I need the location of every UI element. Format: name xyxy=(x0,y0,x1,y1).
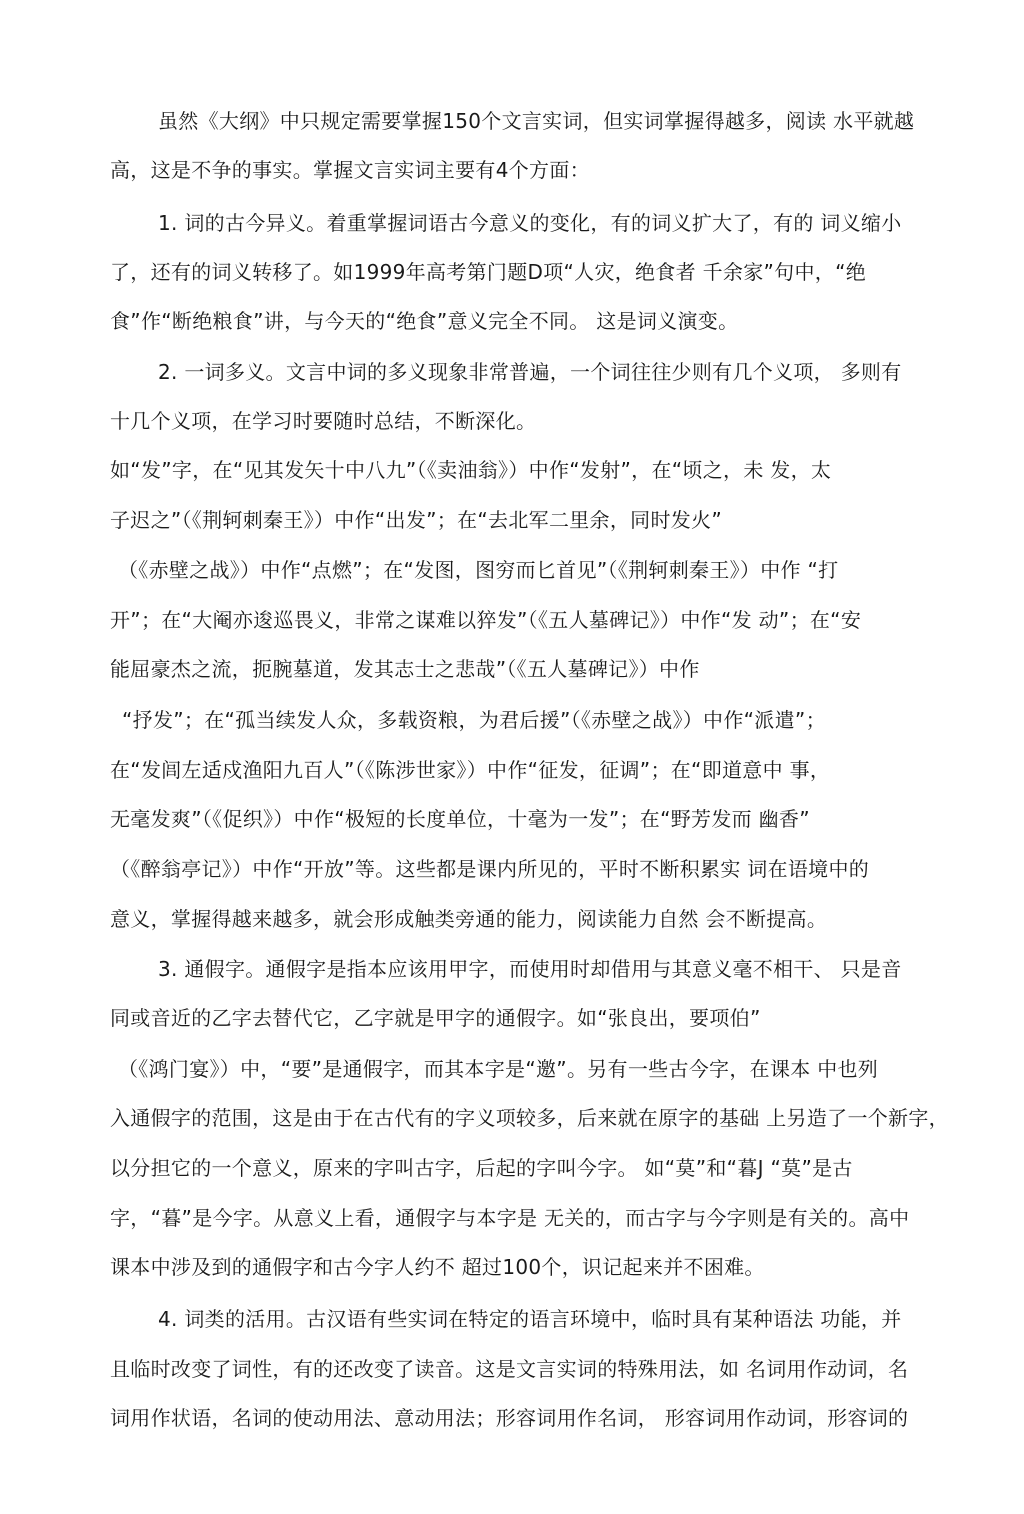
text-line: 入通假字的范围，这是由于在古代有的字义项较多，后来就在原字的基础 上另造了一个新字， xyxy=(110,1106,949,1130)
text-line: 高，这是不争的事实。掌握文言实词主要有4个方面： xyxy=(110,158,590,182)
text-line: 课本中涉及到的通假字和古今字人约不 超过100个，识记起来并不困难。 xyxy=(110,1255,765,1279)
text-line: 意义，掌握得越来越多，就会形成触类旁通的能力，阅读能力自然 会不断提高。 xyxy=(110,907,828,931)
text-line: 如“发”字，在“见其发矢十中八九”（《卖油翁》）中作“发射”，在“顷之，未 发，太 xyxy=(110,458,832,482)
text-line: 子迟之”（《荆轲刺秦王》）中作“出发”；在“去北军二里余，同时发火” xyxy=(110,508,723,532)
text-line: 能屈豪杰之流，扼腕墓道，发其志士之悲哉”（《五人墓碑记》）中作 xyxy=(110,657,700,681)
text-line: （《鸿门宴》）中，“要”是通假字，而其本字是“邀”。另有一些古今字，在课本 中也列 xyxy=(118,1057,879,1081)
text-line: 1. 词的古今异义。着重掌握词语古今意义的变化，有的词义扩大了，有的 词义缩小 xyxy=(158,211,902,235)
text-line: （《醉翁亭记》）中作“开放”等。这些都是课内所见的，平时不断积累实 词在语境中的 xyxy=(110,857,870,881)
text-line: 且临时改变了词性，有的还改变了读音。这是文言实词的特殊用法，如 名词用作动词，名 xyxy=(110,1357,909,1381)
text-line: 开”；在“大阉亦逡巡畏义，非常之谋难以猝发”（《五人墓碑记》）中作“发 动”；在“安 xyxy=(110,608,862,632)
text-line: “抒发”；在“孤当续发人众，多载资粮，为君后援”（《赤壁之战》）中作“派遣”； xyxy=(122,708,826,732)
text-line: 同或音近的乙字去替代它，乙字就是甲字的通假字。如“张良出，要项伯” xyxy=(110,1006,761,1030)
text-line: 食”作“断绝粮食”讲，与今天的“绝食”意义完全不同。 这是词义演变。 xyxy=(110,309,739,333)
text-line: 4. 词类的活用。古汉语有些实词在特定的语言环境中，临时具有某种语法 功能，并 xyxy=(158,1307,902,1331)
text-line: 词用作状语，名词的使动用法、意动用法；形容词用作名词， 形容词用作动词，形容词的 xyxy=(110,1406,909,1430)
text-line: 了，还有的词义转移了。如1999年高考第门题D项“人灾，绝食者 千余家”句中，“绝 xyxy=(110,260,867,284)
text-line: 以分担它的一个意义，原来的字叫古字，后起的字叫今字。 如“莫”和“暮J “莫”是古 xyxy=(110,1156,853,1180)
text-line: 十几个义项，在学习时要随时总结，不断深化。 xyxy=(110,409,537,433)
text-line: 在“发闾左适戍渔阳九百人”（《陈涉世家》）中作“征发，征调”；在“即道意中 事， xyxy=(110,758,831,782)
text-line: （《赤壁之战》）中作“点燃”；在“发图，图穷而匕首见”（《荆轲刺秦王》）中作 “打 xyxy=(118,558,839,582)
text-line: 字，“暮”是今字。从意义上看，通假字与本字是 无关的，而古字与今字则是有关的。高中 xyxy=(110,1206,910,1230)
text-line: 2. 一词多义。文言中词的多义现象非常普遍，一个词往往少则有几个义项， 多则有 xyxy=(158,360,902,384)
text-line: 3. 通假字。通假字是指本应该用甲字，而使用时却借用与其意义毫不相干、 只是音 xyxy=(158,957,902,981)
text-line: 无毫发爽”（《促织》）中作“极短的长度单位，十毫为一发”；在“野芳发而 幽香” xyxy=(110,807,810,831)
text-line: 虽然《大纲》中只规定需要掌握150个文言实词，但实词掌握得越多，阅读 水平就越 xyxy=(158,109,915,133)
